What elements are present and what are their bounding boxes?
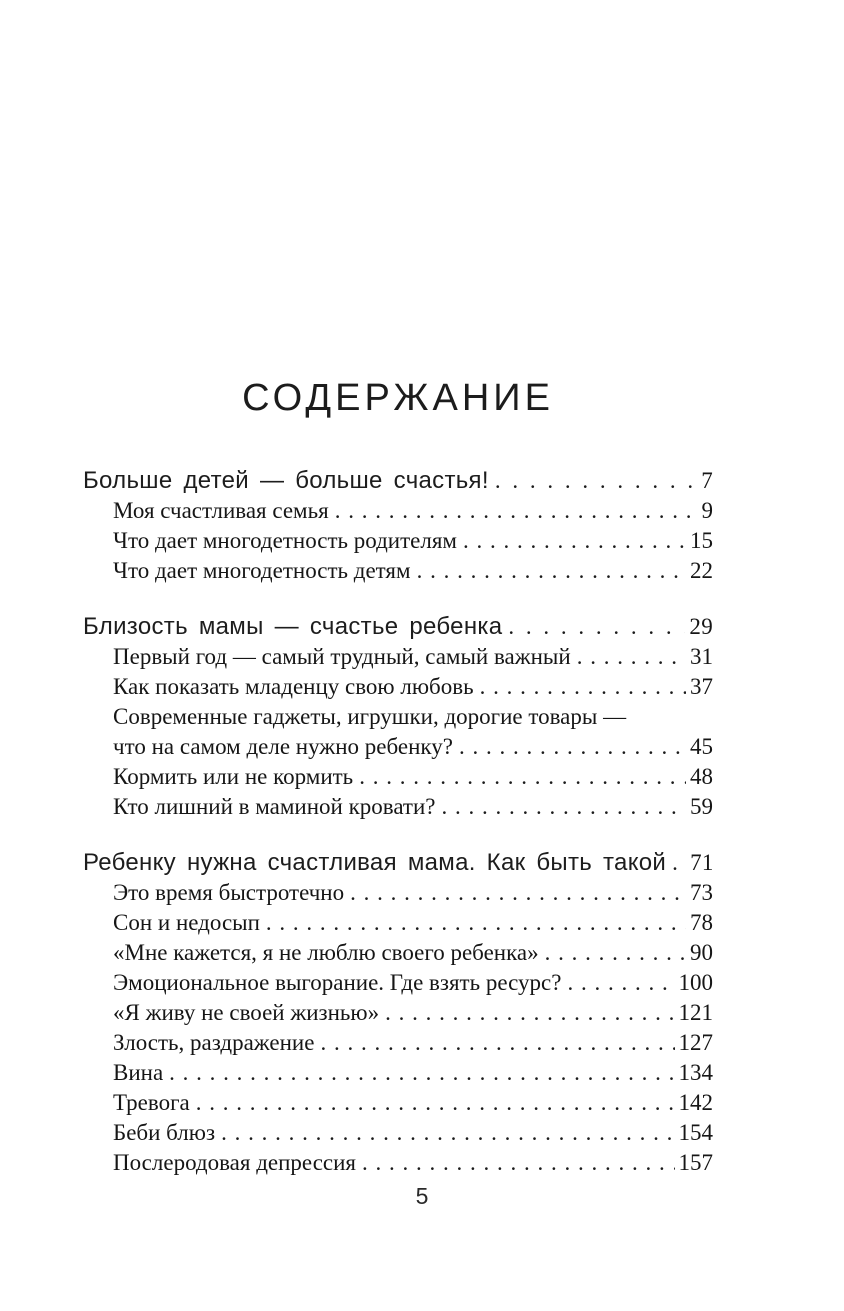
toc-item bbox=[83, 526, 713, 556]
toc-page-number: 73 bbox=[690, 880, 713, 905]
toc-page-number: 100 bbox=[678, 970, 713, 995]
toc-section bbox=[83, 466, 713, 586]
toc-section bbox=[83, 612, 713, 822]
toc-page-number: 37 bbox=[690, 674, 713, 699]
toc-section bbox=[83, 848, 713, 1178]
toc-page-number: 15 bbox=[690, 528, 713, 553]
toc-item bbox=[83, 556, 713, 586]
toc-entry-label: Эмоциональное выгорание. Где взять ресурс? bbox=[113, 970, 562, 995]
toc-page-number: 29 bbox=[689, 614, 713, 639]
toc-item bbox=[83, 496, 713, 526]
toc-dot-leader bbox=[221, 1118, 674, 1148]
toc-dot-leader bbox=[335, 496, 698, 526]
toc-entry-label: Как показать младенцу свою любовь bbox=[113, 674, 474, 699]
toc-page-number: 134 bbox=[678, 1060, 713, 1085]
toc-page-number: 7 bbox=[701, 468, 713, 493]
toc-entry-label: Современные гаджеты, игрушки, дорогие товары — bbox=[113, 704, 627, 729]
toc-entry-label: Ребенку нужна счастливая мама. Как быть такой bbox=[83, 849, 667, 876]
toc-page-number: 157 bbox=[678, 1150, 713, 1175]
toc-section-heading bbox=[83, 466, 713, 496]
toc-entry-label: Сон и недосып bbox=[113, 910, 260, 935]
toc-entry-label: Что дает многодетность родителям bbox=[113, 528, 457, 553]
toc-item bbox=[83, 1118, 713, 1148]
page-number-footer: 5 bbox=[415, 1183, 429, 1209]
toc-page-number: 45 bbox=[690, 734, 713, 759]
toc-entry-label: Это время быстротечно bbox=[113, 880, 345, 905]
page-content bbox=[0, 376, 844, 1178]
toc-dot-leader bbox=[196, 1088, 675, 1118]
toc-page-number: 90 bbox=[690, 940, 713, 965]
toc bbox=[83, 466, 713, 1178]
toc-item bbox=[83, 878, 713, 908]
toc-entry-label: Что дает многодетность детям bbox=[113, 558, 411, 583]
toc-item bbox=[83, 762, 713, 792]
toc-section-items bbox=[83, 642, 713, 822]
toc-page-number: 78 bbox=[690, 910, 713, 935]
toc-dot-leader bbox=[320, 1028, 674, 1058]
toc-entry-label: Кормить или не кормить bbox=[113, 764, 354, 789]
toc-entry-label: Беби блюз bbox=[113, 1120, 216, 1145]
toc-dot-leader bbox=[463, 526, 686, 556]
toc-entry-label: Больше детей — больше счастья! bbox=[83, 467, 489, 494]
toc-item bbox=[83, 672, 713, 702]
toc-dot-leader bbox=[577, 642, 686, 672]
toc-item bbox=[83, 998, 713, 1028]
toc-page-number: 31 bbox=[690, 644, 713, 669]
toc-page-number: 127 bbox=[678, 1030, 713, 1055]
toc-title: СОДЕРЖАНИЕ bbox=[242, 377, 554, 419]
toc-page-number: 71 bbox=[690, 850, 714, 875]
toc-page-number: 59 bbox=[690, 794, 713, 819]
toc-dot-leader bbox=[359, 762, 686, 792]
toc-page-number: 121 bbox=[678, 1000, 713, 1025]
toc-section-items bbox=[83, 878, 713, 1178]
toc-item bbox=[83, 1058, 713, 1088]
toc-item bbox=[83, 1088, 713, 1118]
toc-dot-leader bbox=[545, 938, 686, 968]
toc-entry-label: Кто лишний в маминой кровати? bbox=[113, 794, 436, 819]
toc-item bbox=[83, 938, 713, 968]
toc-entry-label: Злость, раздражение bbox=[113, 1030, 315, 1055]
toc-page-number: 142 bbox=[678, 1090, 713, 1115]
toc-section-heading bbox=[83, 612, 713, 642]
toc-dot-leader bbox=[417, 556, 686, 586]
toc-dot-leader bbox=[567, 968, 674, 998]
toc-entry-label: Первый год — самый трудный, самый важный bbox=[113, 644, 571, 669]
toc-dot-leader bbox=[350, 878, 686, 908]
toc-entry-label: Моя счастливая семья bbox=[113, 498, 329, 523]
toc-dot-leader bbox=[508, 612, 685, 642]
toc-entry-label: что на самом деле нужно ребенку? bbox=[113, 734, 453, 759]
toc-dot-leader bbox=[362, 1148, 674, 1178]
toc-dot-leader bbox=[266, 908, 686, 938]
toc-item bbox=[83, 1148, 713, 1178]
toc-dot-leader bbox=[169, 1058, 674, 1088]
toc-section-heading bbox=[83, 848, 713, 878]
toc-entry-label: Вина bbox=[113, 1060, 164, 1085]
toc-item bbox=[83, 702, 713, 732]
toc-page-number: 48 bbox=[690, 764, 713, 789]
toc-page-number: 22 bbox=[690, 558, 713, 583]
toc-item bbox=[83, 732, 713, 762]
toc-dot-leader bbox=[480, 672, 686, 702]
toc-section-items bbox=[83, 496, 713, 586]
toc-item bbox=[83, 642, 713, 672]
toc-entry-label: Послеродовая депрессия bbox=[113, 1150, 357, 1175]
toc-item bbox=[83, 908, 713, 938]
toc-entry-label: «Я живу не своей жизнью» bbox=[113, 1000, 380, 1025]
toc-item bbox=[83, 792, 713, 822]
toc-item bbox=[83, 968, 713, 998]
toc-page-number: 9 bbox=[701, 498, 713, 523]
toc-dot-leader bbox=[459, 732, 686, 762]
toc-entry-label: Близость мамы — счастье ребенка bbox=[83, 613, 503, 640]
toc-entry-label: «Мне кажется, я не люблю своего ребенка» bbox=[113, 940, 539, 965]
toc-dot-leader bbox=[672, 848, 686, 878]
toc-entry-label: Тревога bbox=[113, 1090, 190, 1115]
toc-page-number: 154 bbox=[678, 1120, 713, 1145]
toc-dot-leader bbox=[442, 792, 687, 822]
toc-dot-leader bbox=[385, 998, 674, 1028]
toc-dot-leader bbox=[495, 466, 697, 496]
toc-item bbox=[83, 1028, 713, 1058]
